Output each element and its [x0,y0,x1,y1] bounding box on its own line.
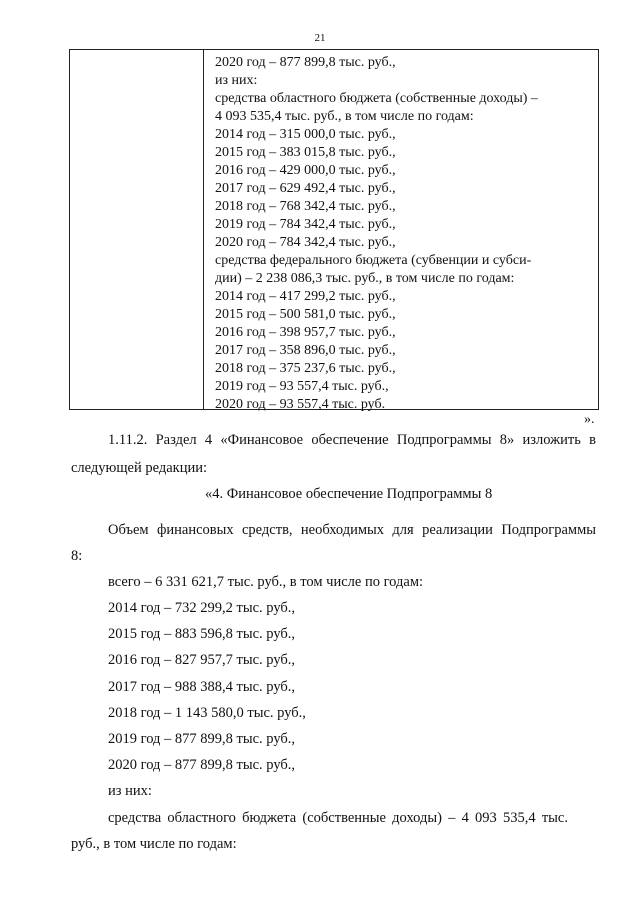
volume-paragraph-line-1: Объем финансовых средств, необходимых для реализации Подпрограммы [108,522,596,538]
funding-table-cell [215,54,595,414]
table-cell-line: 2016 год – 398 957,7 тыс. руб., [215,325,396,340]
year-line: 2020 год – 877 899,8 тыс. руб., [108,757,296,773]
table-cell-line: 2015 год – 500 581,0 тыс. руб., [215,307,396,322]
year-line: 2014 год – 732 299,2 тыс. руб., [108,600,296,616]
table-cell-line: 2014 год – 417 299,2 тыс. руб., [215,289,396,304]
amendment-paragraph-line-1: 1.11.2. Раздел 4 «Финансовое обеспечение Подпрограммы 8» изложить в [108,432,596,448]
table-cell-line: из них: [215,73,258,88]
table-cell-line: 2017 год – 629 492,4 тыс. руб., [215,181,396,196]
table-column-divider [203,50,204,409]
table-cell-line: 4 093 535,4 тыс. руб., в том числе по годам: [215,109,474,124]
table-cell-line: средства федерального бюджета (субвенции и субси- [215,253,532,268]
table-cell-line: 2020 год – 784 342,4 тыс. руб., [215,235,396,250]
table-cell-line: 2018 год – 768 342,4 тыс. руб., [215,199,396,214]
funding-table [69,49,599,410]
year-line: 2018 год – 1 143 580,0 тыс. руб., [108,705,306,721]
closing-quote: ». [584,412,595,427]
volume-paragraph-line-2: 8: [71,548,83,564]
section-heading: «4. Финансовое обеспечение Подпрограммы 8 [205,486,493,502]
amendment-paragraph-line-2: следующей редакции: [71,460,208,476]
table-cell-line: 2016 год – 429 000,0 тыс. руб., [215,163,396,178]
table-cell-line: 2020 год – 93 557,4 тыс. руб. [215,397,386,412]
year-line: 2015 год – 883 596,8 тыс. руб., [108,626,296,642]
year-line: 2016 год – 827 957,7 тыс. руб., [108,652,296,668]
regional-budget-line-1: средства областного бюджета (собственные доходы) – 4 093 535,4 тыс. [108,810,568,826]
table-cell-line: 2018 год – 375 237,6 тыс. руб., [215,361,396,376]
year-line: 2019 год – 877 899,8 тыс. руб., [108,731,296,747]
page-number: 21 [314,32,326,44]
regional-budget-line-2: руб., в том числе по годам: [71,836,237,852]
table-cell-line: 2019 год – 93 557,4 тыс. руб., [215,379,389,394]
table-cell-line: 2015 год – 383 015,8 тыс. руб., [215,145,396,160]
table-cell-line: 2019 год – 784 342,4 тыс. руб., [215,217,396,232]
table-cell-line: дии) – 2 238 086,3 тыс. руб., в том числе по годам: [215,271,515,286]
total-line: всего – 6 331 621,7 тыс. руб., в том числе по годам: [108,574,424,590]
table-cell-line: 2020 год – 877 899,8 тыс. руб., [215,55,396,70]
table-cell-line: 2014 год – 315 000,0 тыс. руб., [215,127,396,142]
table-cell-line: средства областного бюджета (собственные доходы) – [215,91,538,106]
year-line: 2017 год – 988 388,4 тыс. руб., [108,679,296,695]
table-cell-line: 2017 год – 358 896,0 тыс. руб., [215,343,396,358]
of-them-line: из них: [108,783,152,799]
